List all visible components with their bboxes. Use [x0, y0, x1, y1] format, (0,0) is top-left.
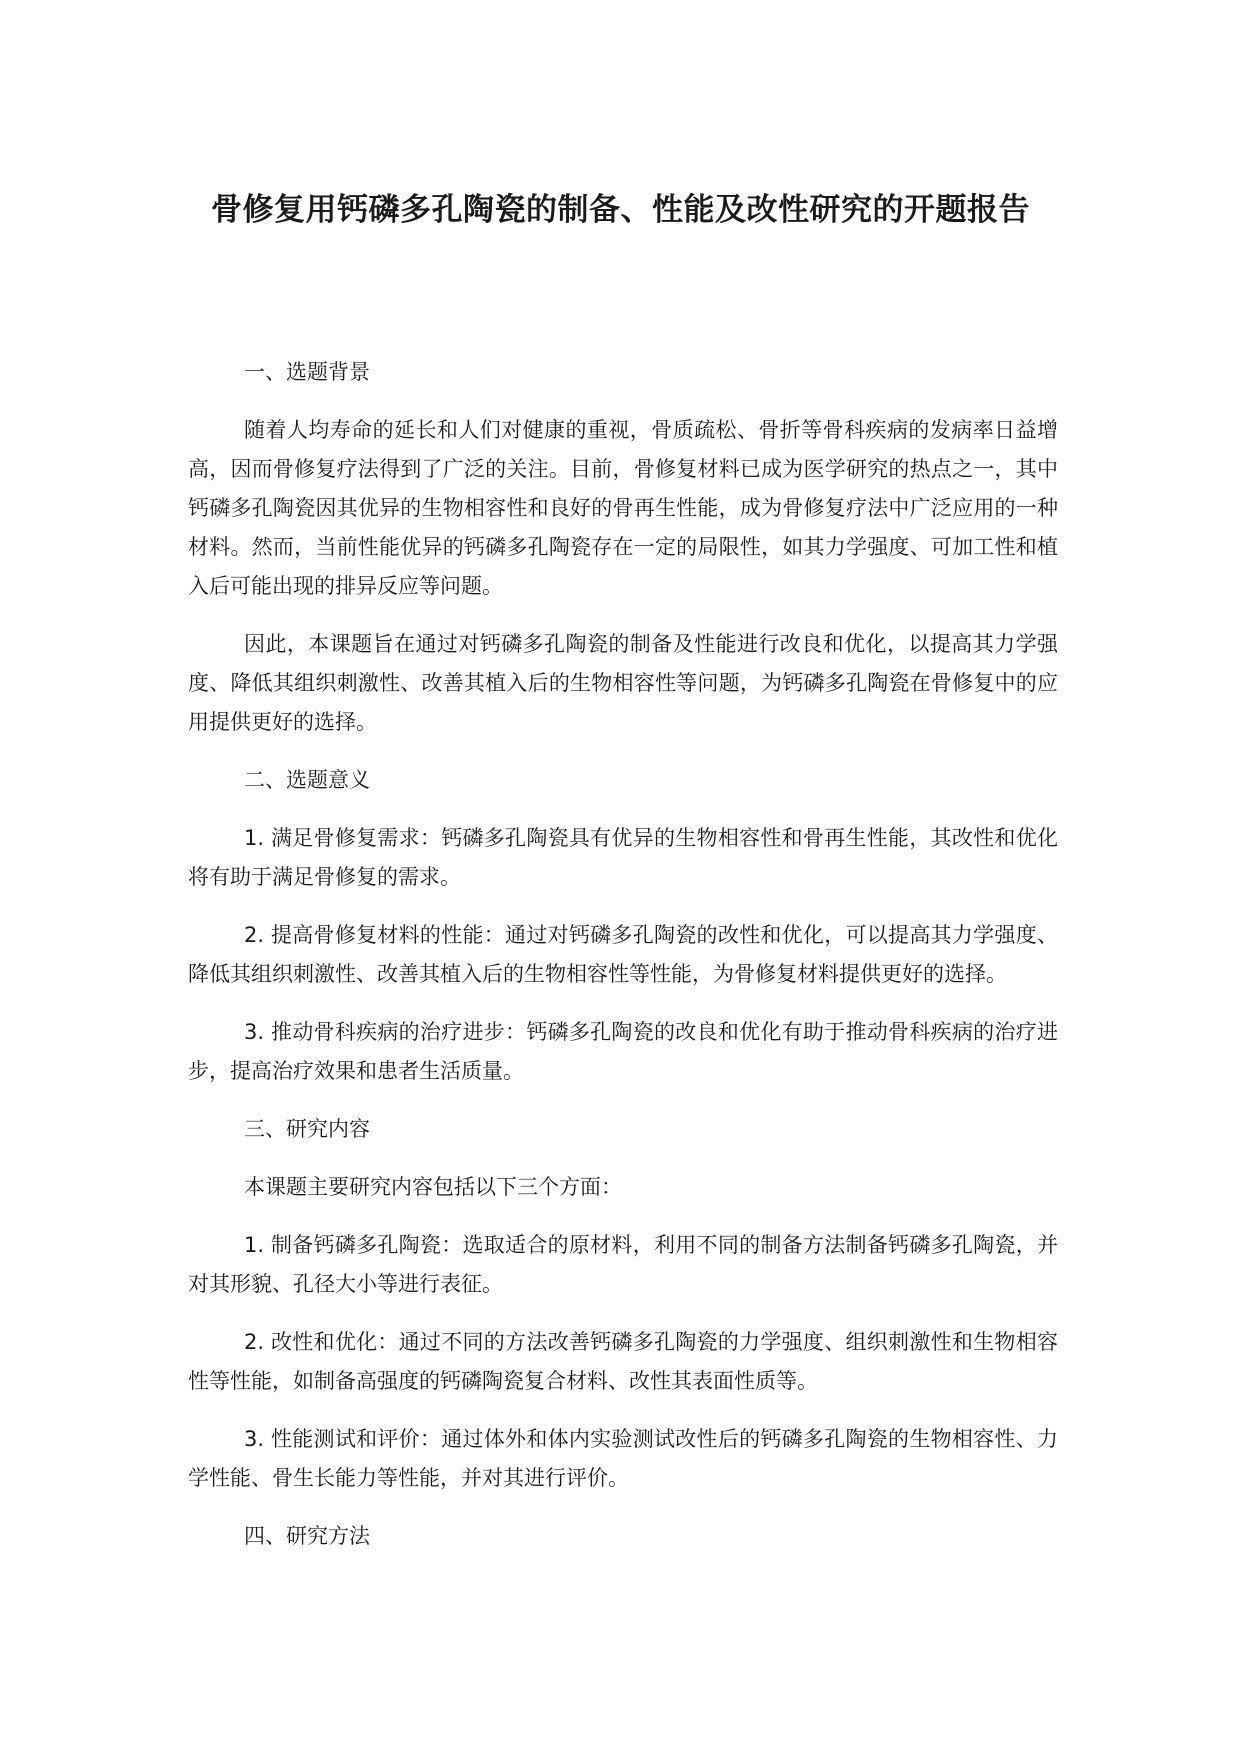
significance-item-3: 3. 推动骨科疾病的治疗进步：钙磷多孔陶瓷的改良和优化有助于推动骨科疾病的治疗进步，提高治疗效果和患者生活质量。 — [188, 1020, 1058, 1083]
content-item-1: 1. 制备钙磷多孔陶瓷：选取适合的原材料，利用不同的制备方法制备钙磷多孔陶瓷，并对其形貌、孔径大小等进行表征。 — [188, 1233, 1058, 1296]
background-paragraph-1: 随着人均寿命的延长和人们对健康的重视，骨质疏松、骨折等骨科疾病的发病率日益增高，因而骨修复疗法得到了广泛的关注。目前，骨修复材料已成为医学研究的热点之一，其中钙磷多孔陶瓷因其优异的生物相容性和良好的骨再生性能，成为骨修复疗法中广泛应用的一种材料。然而，当前性能优异的钙磷多孔陶瓷存在一定的局限性，如其力学强度、可加工性和植入后可能出现的排异反应等问题。 — [188, 418, 1058, 598]
background-paragraph-2: 因此，本课题旨在通过对钙磷多孔陶瓷的制备及性能进行改良和优化，以提高其力学强度、降低其组织刺激性、改善其植入后的生物相容性等问题，为钙磷多孔陶瓷在骨修复中的应用提供更好的选择。 — [188, 632, 1058, 734]
section-heading-methods: 四、研究方法 — [244, 1524, 370, 1548]
section-heading-significance: 二、选题意义 — [244, 768, 370, 792]
content-item-2: 2. 改性和优化：通过不同的方法改善钙磷多孔陶瓷的力学强度、组织刺激性和生物相容性等性能，如制备高强度的钙磷陶瓷复合材料、改性其表面性质等。 — [188, 1330, 1058, 1393]
significance-item-2: 2. 提高骨修复材料的性能：通过对钙磷多孔陶瓷的改性和优化，可以提高其力学强度、降低其组织刺激性、改善其植入后的生物相容性等性能，为骨修复材料提供更好的选择。 — [188, 923, 1058, 986]
significance-item-1: 1. 满足骨修复需求：钙磷多孔陶瓷具有优异的生物相容性和骨再生性能，其改性和优化将有助于满足骨修复的需求。 — [188, 826, 1058, 889]
document-body — [188, 353, 1058, 1575]
content-item-3: 3. 性能测试和评价：通过体外和体内实验测试改性后的钙磷多孔陶瓷的生物相容性、力学性能、骨生长能力等性能，并对其进行评价。 — [188, 1427, 1058, 1490]
content-intro: 本课题主要研究内容包括以下三个方面： — [244, 1175, 622, 1199]
section-heading-background: 一、选题背景 — [244, 360, 370, 384]
document-title: 骨修复用钙磷多孔陶瓷的制备、性能及改性研究的开题报告 — [211, 192, 1030, 228]
section-heading-content: 三、研究内容 — [244, 1117, 370, 1141]
